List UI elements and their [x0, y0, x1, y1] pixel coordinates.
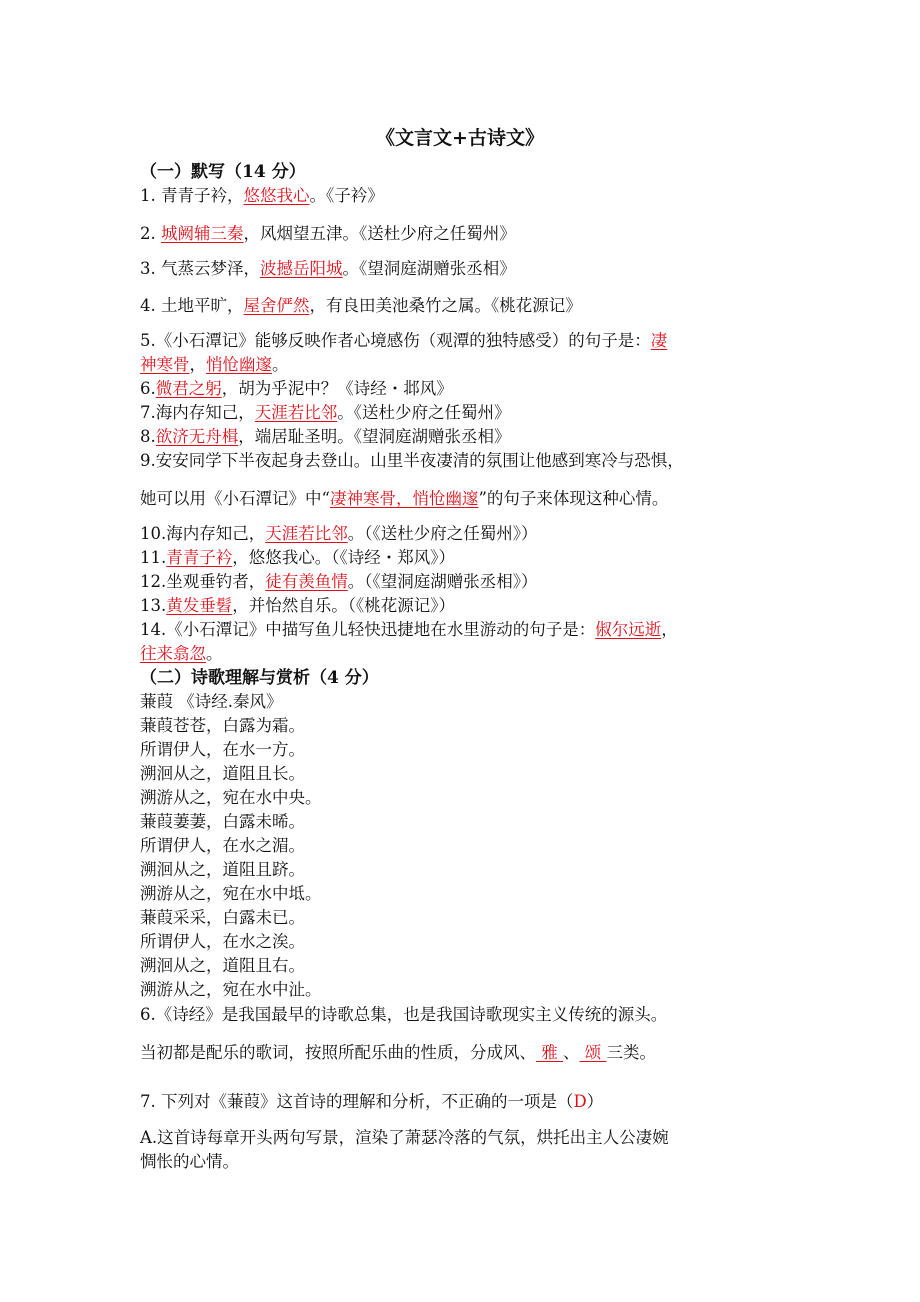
answer: 城阙辅三秦	[161, 224, 244, 243]
answer: 悠悠我心	[243, 186, 310, 205]
answer: 欲济无舟楫	[155, 427, 239, 446]
answer: 波撼岳阳城	[260, 259, 343, 278]
question-text: 3. 气蒸云梦泽，	[140, 259, 260, 278]
page-title: 《文言文+古诗文》	[376, 127, 544, 149]
question-text: 、	[563, 1043, 580, 1062]
option-a-line-2: 惆怅的心情。	[140, 1152, 239, 1171]
answer: 天涯若比邻	[254, 403, 338, 422]
question-text: ，端居耻圣明。《望洞庭湖赠张丞相》	[238, 427, 511, 446]
answer: 悄怆幽邃	[206, 355, 272, 374]
question-10	[140, 522, 800, 546]
question-14-line-1	[140, 618, 800, 642]
question-text: 。（《望洞庭湖赠张丞相》）	[347, 572, 538, 591]
question-text: 当初都是配乐的歌词，按照所配乐曲的性质，分成风、	[140, 1043, 536, 1062]
option-a-line-1: A.这首诗每章开头两句写景，渲染了萧瑟冷落的气氛，烘托出主人公凄婉	[140, 1128, 669, 1147]
poem-line: 溯洄从之，道阻且跻。	[140, 860, 305, 879]
question-11	[140, 546, 800, 570]
answer: 天涯若比邻	[265, 524, 348, 543]
answer: 往来翕忽	[140, 644, 206, 663]
question-text: 6.	[140, 379, 156, 398]
question-text: 8.	[140, 427, 156, 446]
answer: 凄	[650, 331, 668, 350]
question-6b-line-2	[140, 1041, 800, 1065]
question-2	[140, 222, 800, 246]
question-text: 7. 下列对《蒹葭》这首诗的理解和分析，不正确的一项是（	[140, 1092, 574, 1111]
answer: 雅	[536, 1043, 563, 1062]
question-1	[140, 184, 800, 208]
poem-line: 蒹葭苍苍，白露为霜。	[140, 716, 305, 735]
question-12	[140, 570, 800, 594]
question-text: 三类。	[606, 1043, 656, 1062]
poem-line: 所谓伊人，在水一方。	[140, 740, 305, 759]
question-text: 。	[272, 355, 289, 374]
question-6b-line-1: 6.《诗经》是我国最早的诗歌总集，也是我国诗歌现实主义传统的源头。	[140, 1005, 668, 1024]
question-13	[140, 594, 800, 618]
poem-line: 蒹葭采采，白露未已。	[140, 908, 305, 927]
question-text: ）	[586, 1092, 604, 1111]
question-text: 2.	[140, 224, 161, 243]
question-text: 。《子衿》	[309, 186, 384, 205]
question-5-line-1	[140, 329, 800, 353]
question-8	[140, 425, 800, 449]
question-text: ，风烟望五津。《送杜少府之任蜀州》	[243, 224, 516, 243]
question-text: 11.	[140, 548, 167, 567]
poem-title: 蒹葭 《诗经.秦风》	[140, 692, 283, 711]
question-text: 13.	[140, 596, 167, 615]
question-text: ，悠悠我心。（《诗经・郑风》）	[232, 548, 455, 567]
question-14-line-2	[140, 642, 800, 666]
question-text: 她可以用《小石潭记》中“	[140, 489, 330, 508]
answer: 俶尔远逝	[595, 620, 662, 639]
question-text: 。《送杜少府之任蜀州》	[337, 403, 511, 422]
poem-line: 溯洄从之，道阻且右。	[140, 956, 305, 975]
question-text: ，并怡然自乐。（《桃花源记》）	[232, 596, 455, 615]
question-5-line-2	[140, 353, 800, 377]
poem-line: 所谓伊人，在水之涘。	[140, 932, 305, 951]
section-heading-poetry: （二）诗歌理解与赏析（4 分）	[140, 668, 379, 688]
answer: 徒有羡鱼情	[265, 572, 348, 591]
question-text: 1. 青青子衿，	[140, 186, 244, 205]
answer: 微君之躬	[155, 379, 222, 398]
section-heading-dictation: （一）默写（14 分）	[140, 162, 306, 182]
poem-line: 所谓伊人，在水之湄。	[140, 836, 305, 855]
poem-line: 溯游从之，宛在水中沚。	[140, 980, 322, 999]
question-text: ”的句子来体现这种心情。	[478, 489, 669, 508]
poem-line: 溯游从之，宛在水中央。	[140, 788, 322, 807]
answer: D	[573, 1092, 587, 1111]
question-text: 。	[206, 644, 223, 663]
answer-separator: ，	[395, 489, 413, 508]
question-text: ，胡为乎泥中？《诗经・邶风》	[221, 379, 453, 398]
question-3	[140, 257, 800, 281]
question-4	[140, 294, 800, 318]
answer: 悄怆幽邃	[412, 489, 479, 508]
question-text: ，	[189, 355, 206, 374]
question-text: ，	[661, 620, 678, 639]
question-7b	[140, 1090, 800, 1114]
question-text: 。《望洞庭湖赠张丞相》	[342, 259, 516, 278]
question-text: ，有良田美池桑竹之属。《桃花源记》	[309, 296, 582, 315]
poem-line: 溯洄从之，道阻且长。	[140, 764, 305, 783]
question-text: 4. 土地平旷，	[140, 296, 244, 315]
answer: 黄发垂髫	[166, 596, 233, 615]
answer: 颂	[579, 1043, 607, 1062]
question-7	[140, 401, 800, 425]
poem-line: 溯游从之，宛在水中坻。	[140, 884, 322, 903]
poem-line: 蒹葭萋萋，白露未晞。	[140, 812, 305, 831]
question-text: 10.海内存知己，	[140, 524, 266, 543]
question-text: 7.海内存知己，	[140, 403, 255, 422]
answer: 青青子衿	[166, 548, 233, 567]
answer: 凄神寒骨	[329, 489, 396, 508]
question-6	[140, 377, 800, 401]
question-9-line-1: 9.安安同学下半夜起身去登山。山里半夜凄清的氛围让他感到寒冷与恐惧，	[140, 451, 684, 470]
question-text: 14.《小石潭记》中描写鱼儿轻快迅捷地在水里游动的句子是：	[140, 620, 596, 639]
question-9-line-2	[140, 487, 800, 511]
question-text: 12.坐观垂钓者，	[140, 572, 266, 591]
question-text: 。（《送杜少府之任蜀州》）	[347, 524, 538, 543]
question-text: 5.《小石潭记》能够反映作者心境感伤（观潭的独特感受）的句子是：	[140, 331, 651, 350]
answer: 屋舍俨然	[243, 296, 310, 315]
answer: 神寒骨	[140, 355, 190, 374]
